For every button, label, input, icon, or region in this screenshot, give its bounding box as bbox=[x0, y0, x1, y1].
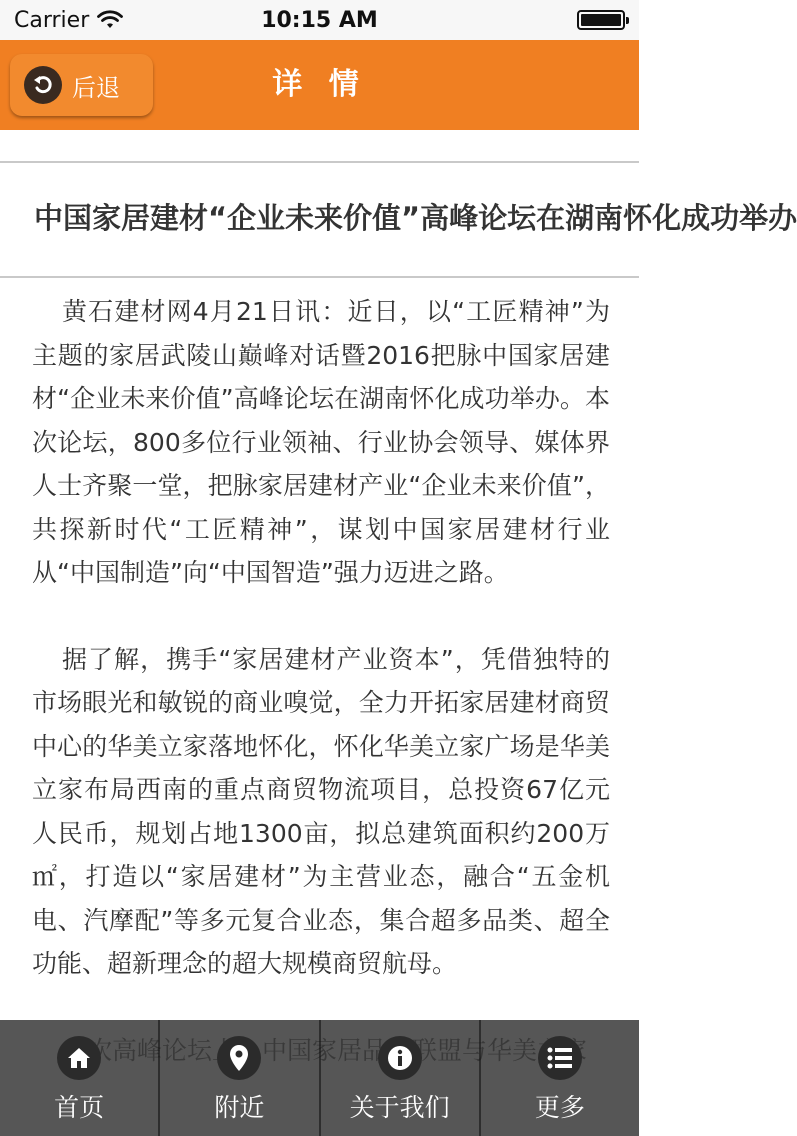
article-body bbox=[32, 290, 610, 1115]
status-time: 10:15 AM bbox=[261, 7, 378, 33]
tab-home[interactable] bbox=[0, 1020, 160, 1136]
back-arrow-icon bbox=[24, 66, 62, 104]
article-paragraph: 黄石建材网4月21日讯：近日，以“工匠精神”为主题的家居武陵山巅峰对话暨2016把脉中国家居建材“企业未来价值”高峰论坛在湖南怀化成功举办。本次论坛，800多位行业领袖、行业协会领导、媒体界人士齐聚一堂，把脉家居建材产业“企业未来价值”，共探新时代“工匠精神”，谋划中国家居建材行业从“中国制造”向“中国智造”强力迈进之路。 bbox=[32, 297, 610, 587]
info-icon bbox=[378, 1036, 422, 1080]
wifi-icon bbox=[97, 10, 123, 30]
page-title: 详 情 bbox=[272, 67, 367, 102]
article-paragraph: 据了解，携手“家居建材产业资本”，凭借独特的市场眼光和敏锐的商业嗅觉，全力开拓家居建材商贸中心的华美立家落地怀化，怀化华美立家广场是华美立家布局西南的重点商贸物流项目，总投资67亿元人民币，规划占地1300亩，拟总建筑面积约200万㎡，打造以“家居建材”为主营业态，融合“五金机电、汽摩配”等多元复合业态，集合超多品类、超全功能、超新理念的超大规模商贸航母。 bbox=[32, 644, 610, 978]
divider-top bbox=[0, 161, 639, 163]
tab-label: 关于我们 bbox=[349, 1093, 450, 1122]
home-icon bbox=[57, 1036, 101, 1080]
tab-nearby[interactable] bbox=[160, 1020, 320, 1136]
tab-more[interactable] bbox=[481, 1020, 639, 1136]
tab-label: 更多 bbox=[534, 1093, 585, 1122]
carrier-label: Carrier bbox=[14, 7, 90, 33]
tab-label: 首页 bbox=[54, 1093, 105, 1122]
article-title: 中国家居建材“企业未来价值”高峰论坛在湖南怀化成功举办 bbox=[34, 201, 797, 235]
tab-about[interactable] bbox=[321, 1020, 481, 1136]
battery-icon bbox=[577, 10, 625, 30]
nav-bar bbox=[0, 40, 639, 130]
status-bar bbox=[0, 0, 639, 40]
list-icon bbox=[538, 1036, 582, 1080]
divider-title bbox=[0, 276, 639, 278]
tab-label: 附近 bbox=[214, 1093, 265, 1122]
location-pin-icon bbox=[217, 1036, 261, 1080]
back-button[interactable] bbox=[10, 54, 153, 116]
back-button-label: 后退 bbox=[72, 73, 120, 102]
status-left bbox=[14, 8, 123, 33]
tab-bar bbox=[0, 1020, 639, 1136]
